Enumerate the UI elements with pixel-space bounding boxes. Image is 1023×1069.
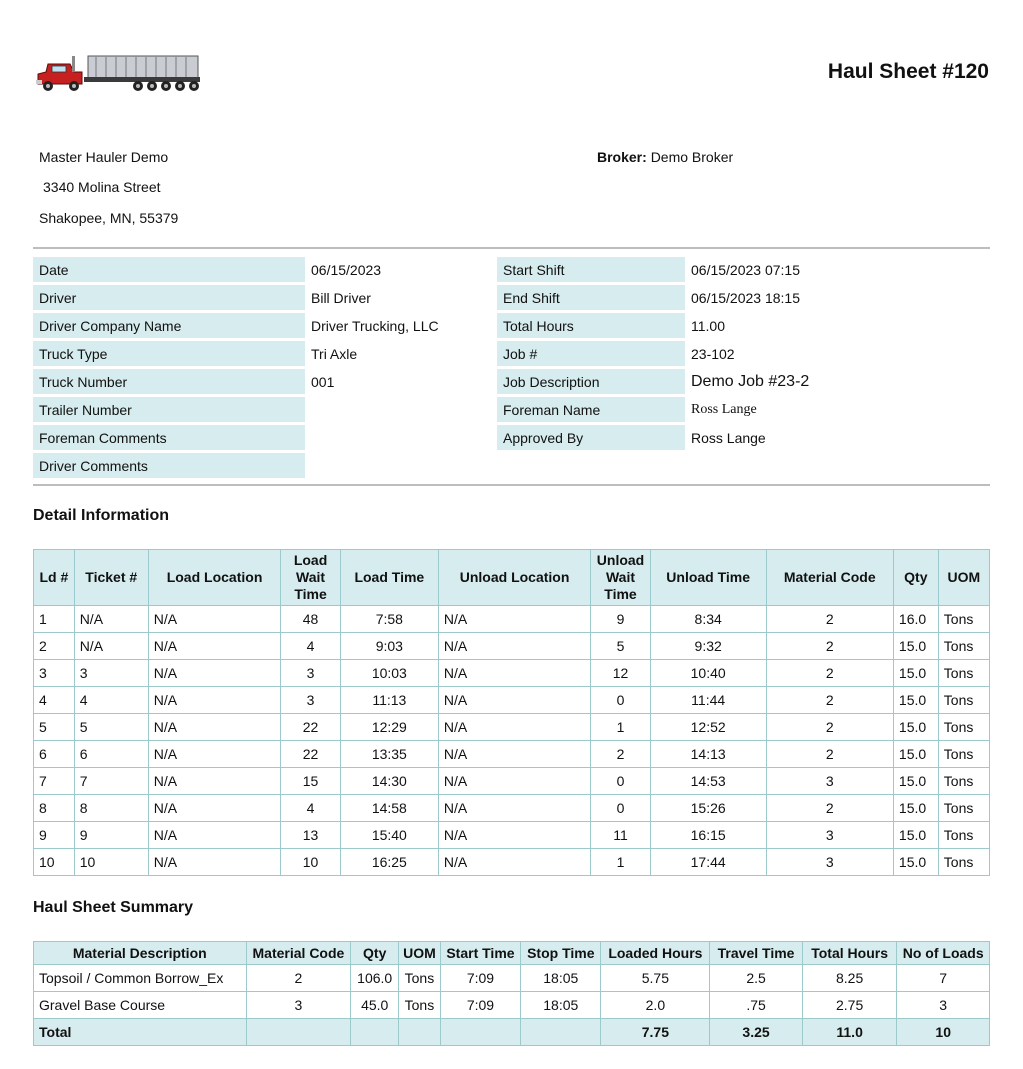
table-cell: 16:15 — [650, 822, 766, 849]
table-cell: 12 — [591, 660, 650, 687]
table-cell: 14:53 — [650, 768, 766, 795]
table-cell: N/A — [148, 606, 281, 633]
table-row — [34, 822, 990, 849]
table-row — [34, 633, 990, 660]
table-cell: Tons — [938, 660, 989, 687]
table-cell: 15.0 — [893, 849, 938, 876]
foreman-signature: Ross Lange — [685, 397, 957, 422]
table-cell: 10 — [34, 849, 75, 876]
column-header: Material Code — [246, 942, 351, 965]
table-cell: N/A — [438, 822, 590, 849]
table-row — [34, 606, 990, 633]
table-cell: 14:13 — [650, 741, 766, 768]
table-cell: 8 — [74, 795, 148, 822]
table-cell: 1 — [591, 849, 650, 876]
info-value: Driver Trucking, LLC — [305, 313, 497, 338]
column-header: Load Location — [148, 550, 281, 606]
table-cell: 14:30 — [340, 768, 438, 795]
table-cell: 4 — [74, 687, 148, 714]
table-cell: Tons — [938, 795, 989, 822]
column-header: Unload Wait Time — [591, 550, 650, 606]
info-label: Job # — [497, 341, 685, 366]
info-label: Date — [33, 257, 305, 282]
table-cell: .75 — [710, 992, 803, 1019]
info-value: 11.00 — [685, 313, 957, 338]
table-cell: 3 — [897, 992, 990, 1019]
table-cell: 45.0 — [351, 992, 399, 1019]
page-title: Haul Sheet #120 — [827, 60, 989, 83]
table-cell — [351, 1019, 399, 1046]
table-cell: 15.0 — [893, 633, 938, 660]
column-header: Unload Time — [650, 550, 766, 606]
table-cell: 10:03 — [340, 660, 438, 687]
table-cell: N/A — [74, 633, 148, 660]
table-cell: 48 — [281, 606, 340, 633]
table-cell: Tons — [399, 965, 441, 992]
column-header: Loaded Hours — [601, 942, 710, 965]
table-cell: 3 — [766, 822, 893, 849]
table-cell: 4 — [34, 687, 75, 714]
table-cell: Total — [34, 1019, 247, 1046]
table-cell: N/A — [438, 795, 590, 822]
table-cell: 15.0 — [893, 714, 938, 741]
table-cell: Tons — [938, 687, 989, 714]
table-cell: 5 — [74, 714, 148, 741]
table-cell: 3 — [281, 687, 340, 714]
table-cell: 11 — [591, 822, 650, 849]
broker-label: Broker: — [597, 149, 647, 165]
table-cell: 2.75 — [802, 992, 897, 1019]
table-cell: 9 — [34, 822, 75, 849]
divider — [33, 247, 990, 249]
table-cell: 2 — [766, 714, 893, 741]
table-cell: 0 — [591, 687, 650, 714]
table-cell: 9 — [591, 606, 650, 633]
column-header: Start Time — [440, 942, 520, 965]
info-value: Bill Driver — [305, 285, 497, 310]
table-cell: 2 — [766, 660, 893, 687]
column-header: Load Time — [340, 550, 438, 606]
table-cell — [521, 1019, 601, 1046]
table-cell: 13 — [281, 822, 340, 849]
table-cell: 12:52 — [650, 714, 766, 741]
column-header: Qty — [893, 550, 938, 606]
table-row — [34, 741, 990, 768]
detail-table — [33, 549, 990, 876]
table-cell: Tons — [399, 992, 441, 1019]
table-cell: 5 — [591, 633, 650, 660]
table-cell: 1 — [591, 714, 650, 741]
table-cell: 17:44 — [650, 849, 766, 876]
table-cell: N/A — [438, 633, 590, 660]
table-cell: 8.25 — [802, 965, 897, 992]
column-header: UOM — [399, 942, 441, 965]
info-value: 06/15/2023 — [305, 257, 497, 282]
info-value: 001 — [305, 369, 497, 394]
table-cell: 2 — [591, 741, 650, 768]
table-cell: 3.25 — [710, 1019, 803, 1046]
table-cell: Tons — [938, 741, 989, 768]
table-cell: 3 — [74, 660, 148, 687]
table-row — [34, 660, 990, 687]
table-cell: 22 — [281, 714, 340, 741]
table-cell: 6 — [34, 741, 75, 768]
table-cell: 7.75 — [601, 1019, 710, 1046]
info-label: Trailer Number — [33, 397, 305, 422]
table-cell: 15.0 — [893, 795, 938, 822]
table-cell: 6 — [74, 741, 148, 768]
table-row — [34, 795, 990, 822]
table-cell: 8:34 — [650, 606, 766, 633]
table-cell: 15.0 — [893, 687, 938, 714]
table-cell: 7 — [897, 965, 990, 992]
table-cell: 3 — [766, 849, 893, 876]
table-cell: 4 — [281, 795, 340, 822]
table-cell: 2 — [766, 795, 893, 822]
info-label: Driver Comments — [33, 453, 305, 478]
table-cell: N/A — [148, 795, 281, 822]
table-cell: N/A — [438, 606, 590, 633]
table-row — [34, 687, 990, 714]
table-cell: 15 — [281, 768, 340, 795]
info-value: Ross Lange — [685, 425, 957, 450]
column-header: Qty — [351, 942, 399, 965]
info-value — [305, 397, 497, 422]
column-header: Load Wait Time — [281, 550, 340, 606]
table-cell: N/A — [438, 741, 590, 768]
info-value — [305, 425, 497, 450]
table-cell: N/A — [148, 849, 281, 876]
table-cell: 7:58 — [340, 606, 438, 633]
info-label: Job Description — [497, 369, 685, 394]
info-value: 06/15/2023 18:15 — [685, 285, 957, 310]
table-cell: 4 — [281, 633, 340, 660]
table-cell: N/A — [148, 822, 281, 849]
table-cell: 7:09 — [440, 965, 520, 992]
table-cell: 7 — [34, 768, 75, 795]
info-label: Truck Type — [33, 341, 305, 366]
table-cell: 2 — [34, 633, 75, 660]
table-row — [34, 768, 990, 795]
table-cell: 2 — [766, 687, 893, 714]
broker-value: Demo Broker — [650, 149, 734, 165]
table-cell: N/A — [148, 660, 281, 687]
info-label: Approved By — [497, 425, 685, 450]
table-cell: Tons — [938, 768, 989, 795]
table-cell: 11:44 — [650, 687, 766, 714]
table-cell: 5.75 — [601, 965, 710, 992]
table-cell: Tons — [938, 849, 989, 876]
table-row — [34, 965, 990, 992]
company-street: 3340 Molina Street — [43, 179, 161, 195]
table-row — [34, 992, 990, 1019]
info-label: Foreman Comments — [33, 425, 305, 450]
table-cell: 12:29 — [340, 714, 438, 741]
table-cell: 15:26 — [650, 795, 766, 822]
info-right-table — [497, 254, 957, 453]
table-cell: N/A — [74, 606, 148, 633]
table-cell: N/A — [438, 849, 590, 876]
table-cell: 3 — [281, 660, 340, 687]
table-cell: 2 — [246, 965, 351, 992]
table-cell: 9:32 — [650, 633, 766, 660]
table-cell: Gravel Base Course — [34, 992, 247, 1019]
table-cell: N/A — [148, 768, 281, 795]
table-cell: Topsoil / Common Borrow_Ex — [34, 965, 247, 992]
info-label: Total Hours — [497, 313, 685, 338]
table-cell: Tons — [938, 606, 989, 633]
table-cell: 13:35 — [340, 741, 438, 768]
company-name: Master Hauler Demo — [39, 149, 169, 165]
table-cell: Tons — [938, 633, 989, 660]
table-cell: N/A — [438, 714, 590, 741]
divider — [33, 484, 990, 486]
column-header: Stop Time — [521, 942, 601, 965]
table-cell: 2.5 — [710, 965, 803, 992]
info-label: End Shift — [497, 285, 685, 310]
column-header: Travel Time — [710, 942, 803, 965]
table-cell: N/A — [148, 714, 281, 741]
column-header: Material Code — [766, 550, 893, 606]
info-value — [305, 453, 497, 478]
info-left-table — [33, 254, 497, 481]
total-row — [34, 1019, 990, 1046]
table-cell: 10 — [281, 849, 340, 876]
table-cell: 9:03 — [340, 633, 438, 660]
summary-heading: Haul Sheet Summary — [33, 899, 194, 916]
table-cell: 3 — [766, 768, 893, 795]
table-cell: N/A — [148, 741, 281, 768]
dump-truck-logo-icon — [34, 50, 202, 94]
column-header: Material Description — [34, 942, 247, 965]
info-label: Truck Number — [33, 369, 305, 394]
table-cell: 0 — [591, 768, 650, 795]
table-cell — [399, 1019, 441, 1046]
table-cell: 2 — [766, 606, 893, 633]
table-cell: Tons — [938, 714, 989, 741]
table-cell: 22 — [281, 741, 340, 768]
table-cell: 10:40 — [650, 660, 766, 687]
table-cell: 106.0 — [351, 965, 399, 992]
table-cell: 0 — [591, 795, 650, 822]
column-header: UOM — [938, 550, 989, 606]
table-cell: N/A — [148, 633, 281, 660]
table-cell: 2.0 — [601, 992, 710, 1019]
table-cell: N/A — [438, 687, 590, 714]
summary-table — [33, 941, 990, 1046]
info-value: Demo Job #23-2 — [685, 369, 957, 394]
table-cell: 3 — [246, 992, 351, 1019]
table-cell: 7 — [74, 768, 148, 795]
info-value: 06/15/2023 07:15 — [685, 257, 957, 282]
table-cell: 7:09 — [440, 992, 520, 1019]
table-cell: 10 — [897, 1019, 990, 1046]
table-cell — [246, 1019, 351, 1046]
table-cell: 15:40 — [340, 822, 438, 849]
table-cell: 18:05 — [521, 965, 601, 992]
column-header: No of Loads — [897, 942, 990, 965]
table-cell: Tons — [938, 822, 989, 849]
table-cell: N/A — [148, 687, 281, 714]
table-cell: 16:25 — [340, 849, 438, 876]
table-cell: 15.0 — [893, 741, 938, 768]
table-cell: 3 — [34, 660, 75, 687]
info-value: Tri Axle — [305, 341, 497, 366]
info-label: Start Shift — [497, 257, 685, 282]
table-cell: 10 — [74, 849, 148, 876]
table-cell: 14:58 — [340, 795, 438, 822]
column-header: Ticket # — [74, 550, 148, 606]
table-cell — [440, 1019, 520, 1046]
company-city: Shakopee, MN, 55379 — [39, 210, 179, 226]
column-header: Total Hours — [802, 942, 897, 965]
info-label: Driver — [33, 285, 305, 310]
table-cell: 16.0 — [893, 606, 938, 633]
table-cell: 8 — [34, 795, 75, 822]
table-cell: 15.0 — [893, 822, 938, 849]
table-cell: 5 — [34, 714, 75, 741]
table-cell: 15.0 — [893, 768, 938, 795]
info-value: 23-102 — [685, 341, 957, 366]
info-label: Foreman Name — [497, 397, 685, 422]
table-cell: 1 — [34, 606, 75, 633]
column-header: Ld # — [34, 550, 75, 606]
detail-heading: Detail Information — [33, 507, 170, 524]
table-cell: 18:05 — [521, 992, 601, 1019]
table-cell: 15.0 — [893, 660, 938, 687]
table-cell: 11:13 — [340, 687, 438, 714]
table-cell: 2 — [766, 633, 893, 660]
table-cell: 2 — [766, 741, 893, 768]
table-cell: N/A — [438, 768, 590, 795]
table-row — [34, 714, 990, 741]
column-header: Unload Location — [438, 550, 590, 606]
table-cell: N/A — [438, 660, 590, 687]
table-row — [34, 849, 990, 876]
table-cell: 9 — [74, 822, 148, 849]
table-cell: 11.0 — [802, 1019, 897, 1046]
info-label: Driver Company Name — [33, 313, 305, 338]
broker-info — [597, 149, 733, 165]
